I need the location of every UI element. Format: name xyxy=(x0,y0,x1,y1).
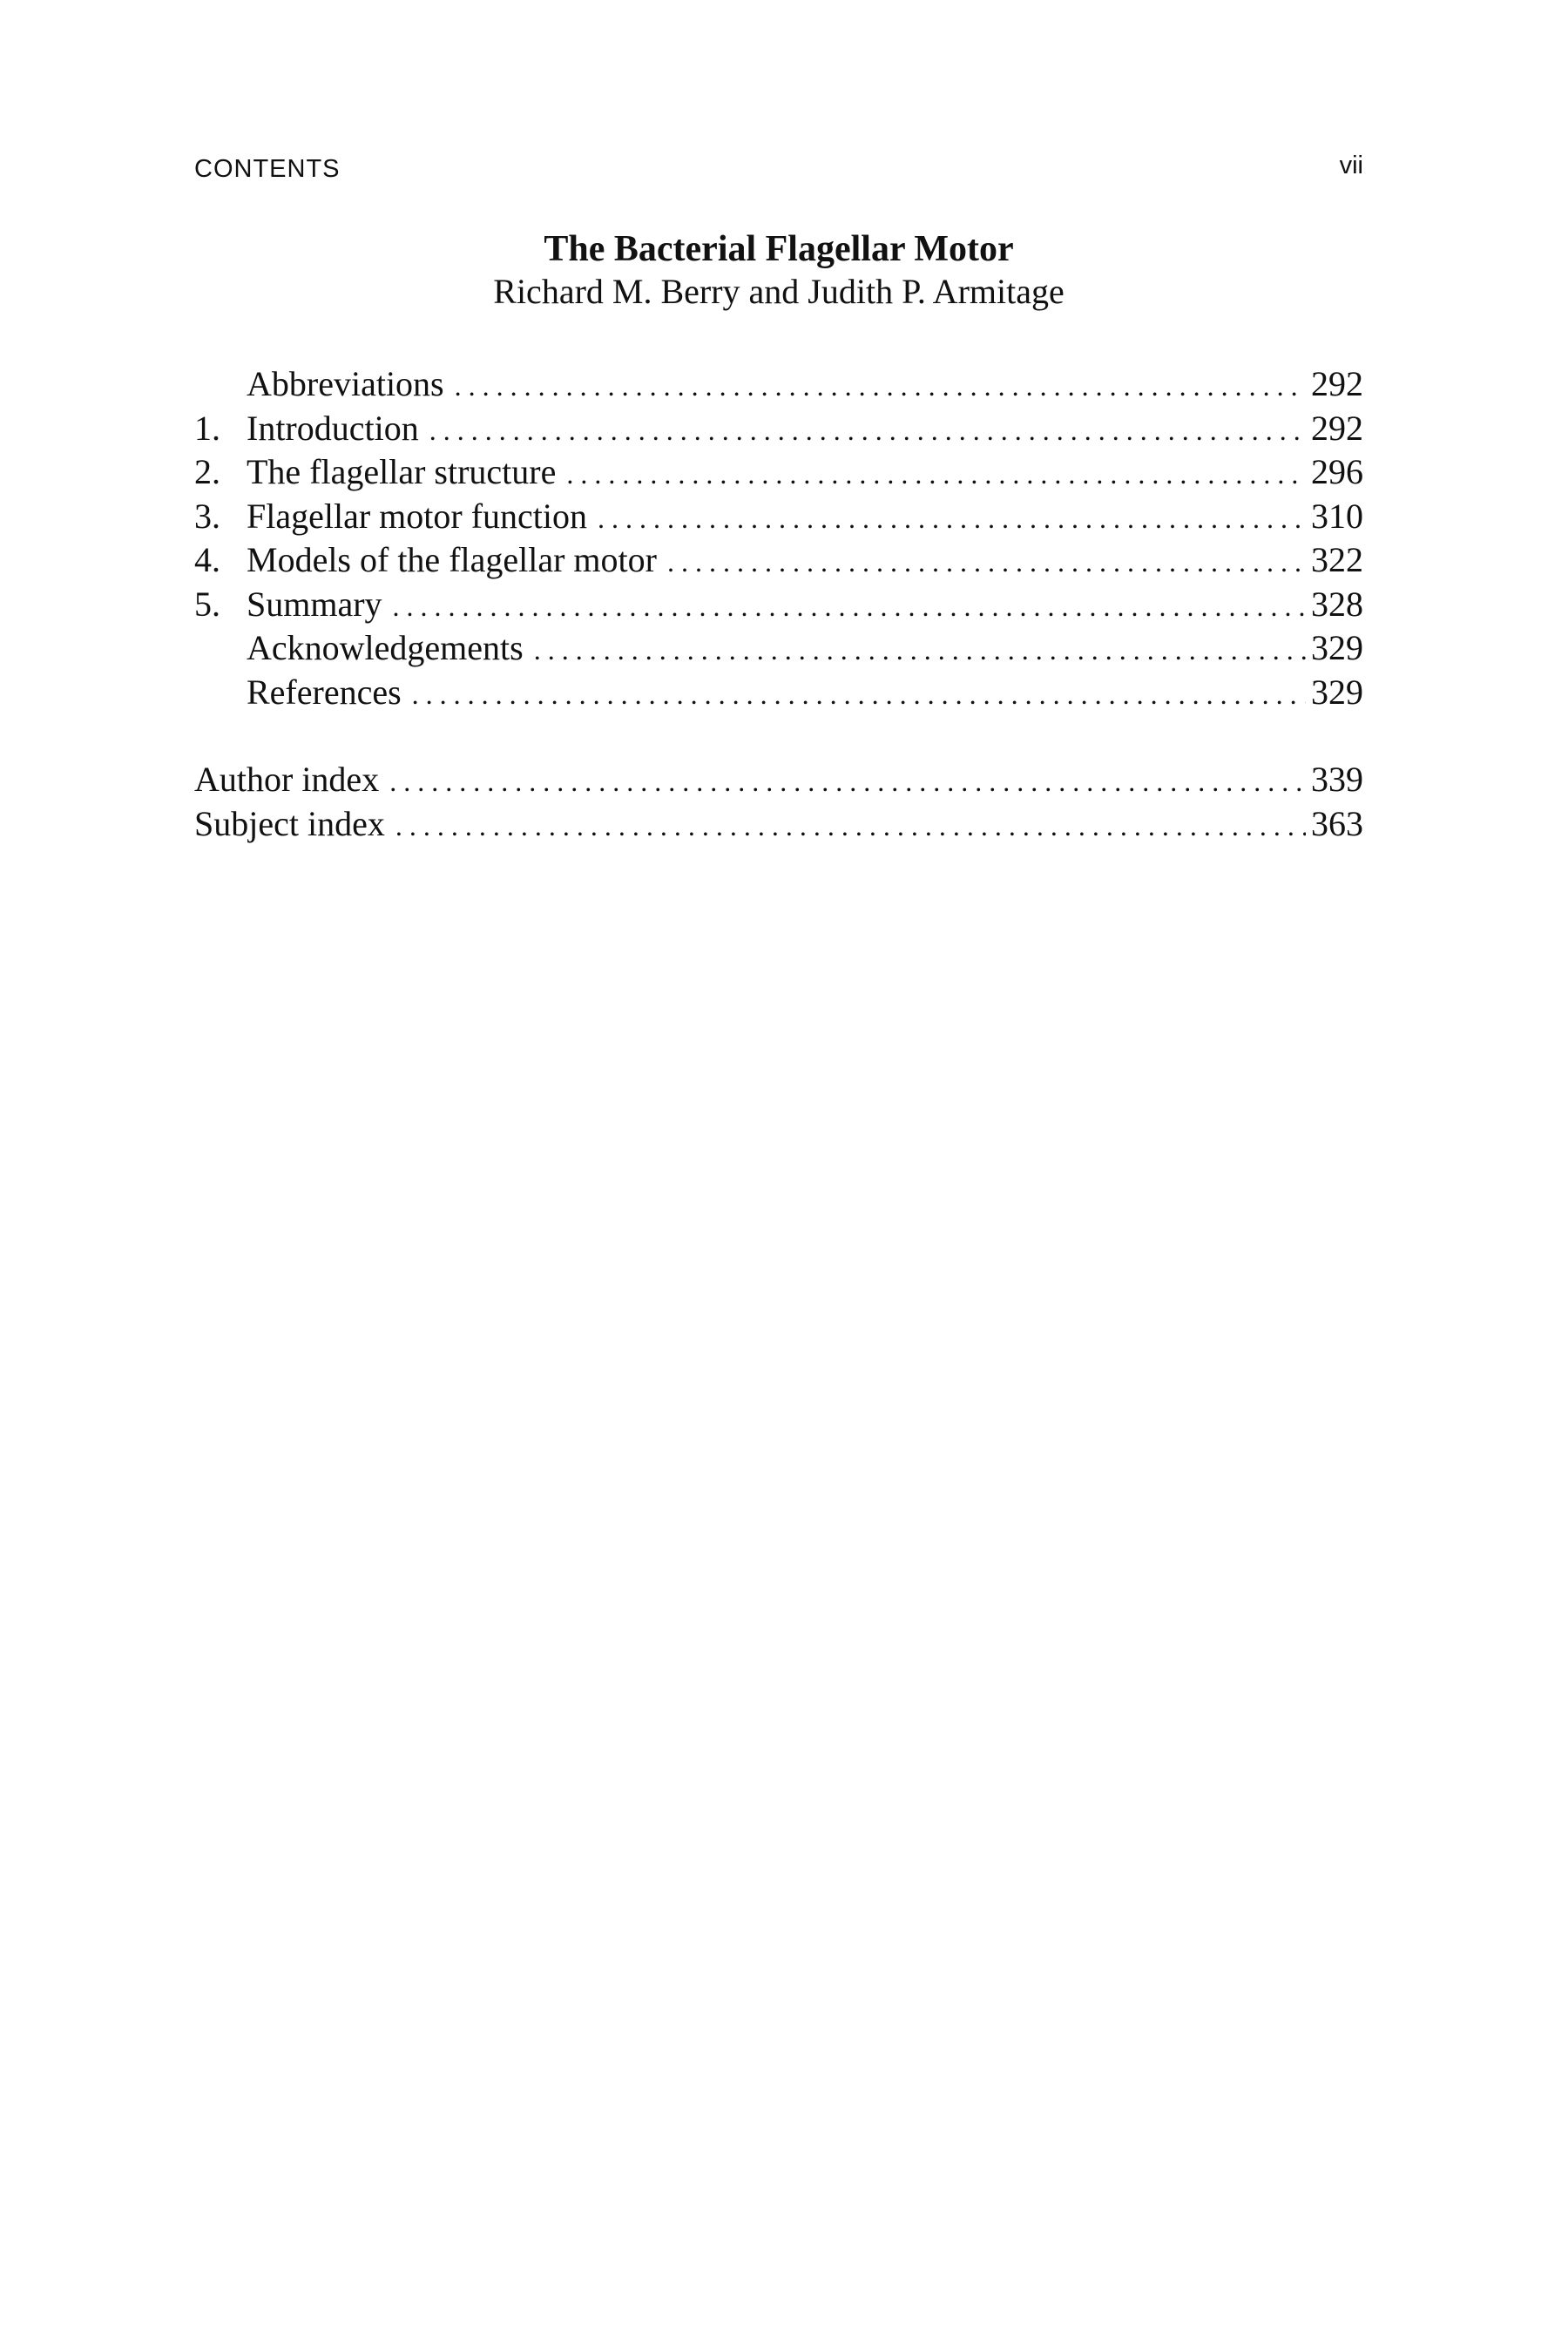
dot-leader xyxy=(667,540,1306,583)
toc-entry-label: Abbreviations xyxy=(247,364,444,403)
toc-entry xyxy=(194,538,1363,583)
dot-leader xyxy=(429,409,1306,451)
dot-leader xyxy=(455,364,1306,407)
toc-entry-page: 296 xyxy=(1306,450,1363,494)
toc-entry-number: 4. xyxy=(194,540,220,579)
dot-leader xyxy=(389,760,1306,802)
toc-entry-label: Author index xyxy=(194,760,380,799)
toc-entry-label: References xyxy=(247,672,402,712)
toc-entry-label: Acknowledgements xyxy=(247,628,524,667)
toc-entry-label: Introduction xyxy=(247,408,419,448)
toc-entry xyxy=(194,362,1363,407)
toc-entry xyxy=(194,407,1363,451)
dot-leader xyxy=(598,497,1306,539)
toc-entry xyxy=(194,626,1363,671)
toc-entry-number: 5. xyxy=(194,584,220,624)
toc-entry xyxy=(194,758,1363,802)
toc-entry-page: 363 xyxy=(1306,802,1363,846)
running-head-section: CONTENTS xyxy=(194,155,341,183)
toc-entry-number: 2. xyxy=(194,452,220,491)
dot-leader xyxy=(534,628,1306,671)
toc-entry-label: Summary xyxy=(247,584,382,624)
toc-entry-label: Subject index xyxy=(194,803,385,843)
chapter-contents-list xyxy=(194,362,1363,714)
dot-leader xyxy=(395,804,1306,847)
toc-entry-label: Flagellar motor function xyxy=(247,496,588,536)
chapter-authors: Richard M. Berry and Judith P. Armitage xyxy=(493,272,1064,311)
toc-entry-page: 322 xyxy=(1306,538,1363,582)
toc-entry-page: 292 xyxy=(1306,362,1363,406)
dot-leader xyxy=(412,672,1306,715)
running-head xyxy=(194,152,1363,190)
toc-entry-label: The flagellar structure xyxy=(247,452,557,491)
toc-entry xyxy=(194,450,1363,495)
toc-entry-page: 328 xyxy=(1306,583,1363,626)
toc-entry xyxy=(194,802,1363,847)
toc-entry xyxy=(194,583,1363,627)
toc-entry-page: 292 xyxy=(1306,407,1363,450)
toc-entry xyxy=(194,495,1363,539)
toc-entry-number: 3. xyxy=(194,496,220,536)
dot-leader xyxy=(393,585,1306,627)
toc-entry-page: 310 xyxy=(1306,495,1363,538)
toc-entry-page: 329 xyxy=(1306,671,1363,714)
page-number: vii xyxy=(1339,152,1363,179)
back-matter-list xyxy=(194,758,1363,846)
toc-entry-number: 1. xyxy=(194,408,220,448)
toc-entry-page: 339 xyxy=(1306,758,1363,801)
toc-entry-page: 329 xyxy=(1306,626,1363,670)
dot-leader xyxy=(566,452,1306,495)
chapter-title: The Bacterial Flagellar Motor xyxy=(544,229,1014,269)
toc-entry xyxy=(194,671,1363,715)
toc-entry-label: Models of the flagellar motor xyxy=(247,540,657,579)
